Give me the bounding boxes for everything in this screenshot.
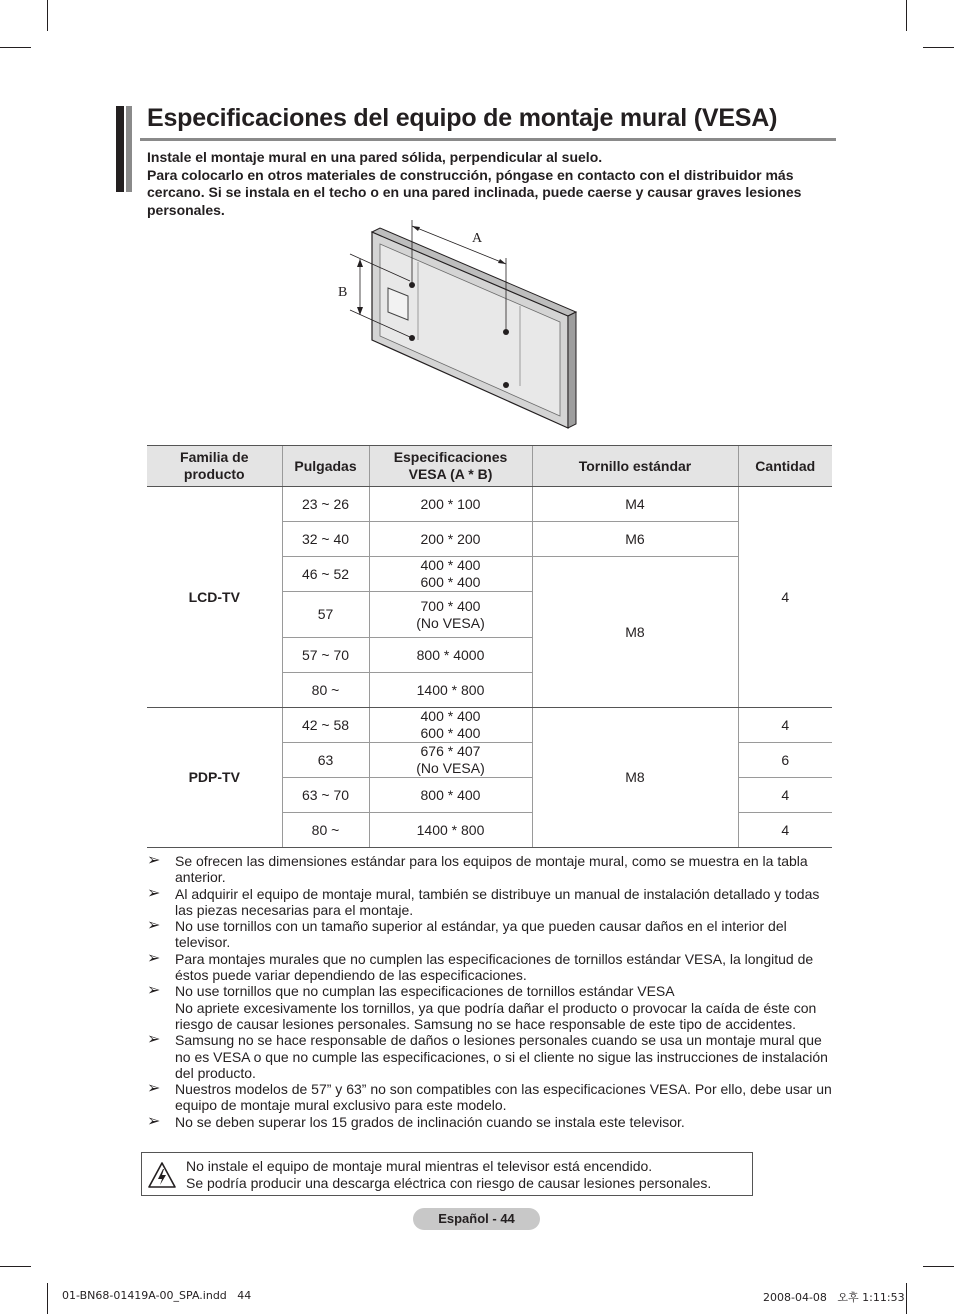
- table-row: [147, 487, 832, 522]
- note-item: ➢ Al adquirir el equipo de montaje mural, también se distribuye un manual de instalación detallado y todas las piezas necesarias para el montaje.: [147, 884, 820, 918]
- arrow-bullet-icon: ➢: [147, 949, 161, 967]
- inches-cell: 23 ~ 26: [282, 487, 369, 522]
- warning-text: [186, 1158, 752, 1191]
- arrow-bullet-icon: ➢: [147, 982, 161, 1000]
- intro-line-2: Para colocarlo en otros materiales de construcción, póngase en contacto con el distribuidor más cercano. Si se instala en el techo o en una pared inclinada, puede caerse y causar graves lesiones personales.: [147, 166, 802, 218]
- note-item: ➢ No use tornillos que no cumplan las especificaciones de tornillos estándar VESA No apriete excesivamente los tornillos, ya que podría dañar el producto o provocar la caída de éste con riesgo de causar lesiones personales. Samsung no se hace responsable de este tipo de accidentes.: [147, 982, 817, 1032]
- warning-line-1: No instale el equipo de montaje mural mientras el televisor está encendido.: [186, 1158, 653, 1174]
- inches-cell: 80 ~: [282, 813, 369, 848]
- dimension-b-label: B: [338, 285, 348, 300]
- intro-line-1: Instale el montaje mural en una pared sólida, perpendicular al suelo.: [147, 149, 603, 165]
- tv-wall-mount-diagram: [330, 216, 580, 436]
- notes-list: [147, 853, 837, 1130]
- arrow-bullet-icon: ➢: [147, 1080, 161, 1098]
- warning-triangle-icon: [147, 1161, 177, 1189]
- title-accent-bars: [116, 106, 132, 192]
- note-item: ➢ No se deben superar los 15 grados de inclinación cuando se instala este televisor.: [147, 1112, 685, 1130]
- quantity-cell: 4: [738, 778, 832, 813]
- vesa-cell: 400 * 400 600 * 400: [369, 708, 532, 743]
- inches-cell: 42 ~ 58: [282, 708, 369, 743]
- quantity-cell: 6: [738, 743, 832, 778]
- quantity-cell: 4: [738, 813, 832, 848]
- crop-mark: [923, 1266, 954, 1267]
- note-item: ➢ Samsung no se hace responsable de daños o lesiones personales cuando se usa un montaje mural que no es VESA o que no cumple las especificaciones, o si el cliente no sigue las instrucciones de instalación del producto.: [147, 1031, 828, 1081]
- arrow-bullet-icon: ➢: [147, 1031, 161, 1049]
- inches-cell: 80 ~: [282, 673, 369, 708]
- crop-mark: [923, 47, 954, 48]
- quantity-cell: 4: [738, 708, 832, 743]
- page-title: Especificaciones del equipo de montaje mural (VESA): [147, 104, 778, 132]
- inches-cell: 63: [282, 743, 369, 778]
- arrow-bullet-icon: ➢: [147, 1112, 161, 1130]
- inches-cell: 57: [282, 592, 369, 638]
- vesa-cell: 200 * 100: [369, 487, 532, 522]
- table-row: [147, 708, 832, 743]
- mount-hole: [409, 335, 415, 341]
- vesa-cell: 676 * 407 (No VESA): [369, 743, 532, 778]
- arrow-bullet-icon: ➢: [147, 917, 161, 935]
- crop-mark: [0, 47, 31, 48]
- family-lcd: LCD-TV: [147, 487, 282, 708]
- vesa-cell: 800 * 4000: [369, 638, 532, 673]
- header-vesa: Especificaciones VESA (A * B): [369, 446, 532, 487]
- footer-filename: 01-BN68-01419A-00_SPA.indd 44: [62, 1289, 252, 1302]
- inches-cell: 57 ~ 70: [282, 638, 369, 673]
- vesa-cell: 800 * 400: [369, 778, 532, 813]
- header-quantity: Cantidad: [738, 446, 832, 487]
- arrow-bullet-icon: ➢: [147, 884, 161, 902]
- vesa-cell: 1400 * 800: [369, 813, 532, 848]
- header-inches: Pulgadas: [282, 446, 369, 487]
- warning-box: [141, 1152, 753, 1196]
- screw-cell: M8: [532, 557, 738, 708]
- mount-hole: [503, 329, 509, 335]
- note-item: ➢ Se ofrecen las dimensiones estándar para los equipos de montaje mural, como se muestra en la tabla anterior.: [147, 852, 808, 886]
- vesa-cell: 200 * 200: [369, 522, 532, 557]
- dimension-a-label: A: [472, 231, 483, 246]
- vesa-cell: 700 * 400 (No VESA): [369, 592, 532, 638]
- inches-cell: 46 ~ 52: [282, 557, 369, 592]
- screw-cell: M4: [532, 487, 738, 522]
- vesa-cell: 400 * 400 600 * 400: [369, 557, 532, 592]
- table-header-row: [147, 446, 832, 487]
- warning-line-2: Se podría producir una descarga eléctrica con riesgo de causar lesiones personales.: [186, 1174, 712, 1191]
- crop-mark: [906, 1283, 907, 1314]
- crop-mark: [47, 0, 48, 31]
- note-item: ➢ Nuestros modelos de 57” y 63” no son compatibles con las especificaciones VESA. Por ello, debe usar un equipo de montaje mural exclusivo para este modelo.: [147, 1080, 832, 1114]
- family-pdp: PDP-TV: [147, 708, 282, 848]
- footer-timestamp: 2008-04-08 오후 1:11:53: [763, 1291, 905, 1304]
- quantity-lcd: 4: [738, 487, 832, 708]
- screw-cell: M8: [532, 708, 738, 848]
- crop-mark: [0, 1266, 31, 1267]
- mount-hole: [409, 282, 415, 288]
- note-item: ➢ Para montajes murales que no cumplen las especificaciones de tornillos estándar VESA, la longitud de éstos puede variar dependiendo de las especificaciones.: [147, 949, 814, 984]
- title-underline: [140, 138, 836, 141]
- screw-cell: M6: [532, 522, 738, 557]
- mount-hole: [503, 382, 509, 388]
- inches-cell: 63 ~ 70: [282, 778, 369, 813]
- header-family: Familia de producto: [147, 446, 282, 487]
- vesa-cell: 1400 * 800: [369, 673, 532, 708]
- intro-text: [147, 149, 847, 219]
- crop-mark: [906, 0, 907, 31]
- header-screw: Tornillo estándar: [532, 446, 738, 487]
- crop-mark: [47, 1283, 48, 1314]
- arrow-bullet-icon: ➢: [147, 852, 161, 869]
- page-number-badge: Español - 44: [413, 1208, 540, 1230]
- note-item: ➢ No use tornillos con un tamaño superior al estándar, ya que pueden causar daños en el interior del televisor.: [147, 917, 787, 951]
- inches-cell: 32 ~ 40: [282, 522, 369, 557]
- vesa-spec-table: [147, 445, 832, 848]
